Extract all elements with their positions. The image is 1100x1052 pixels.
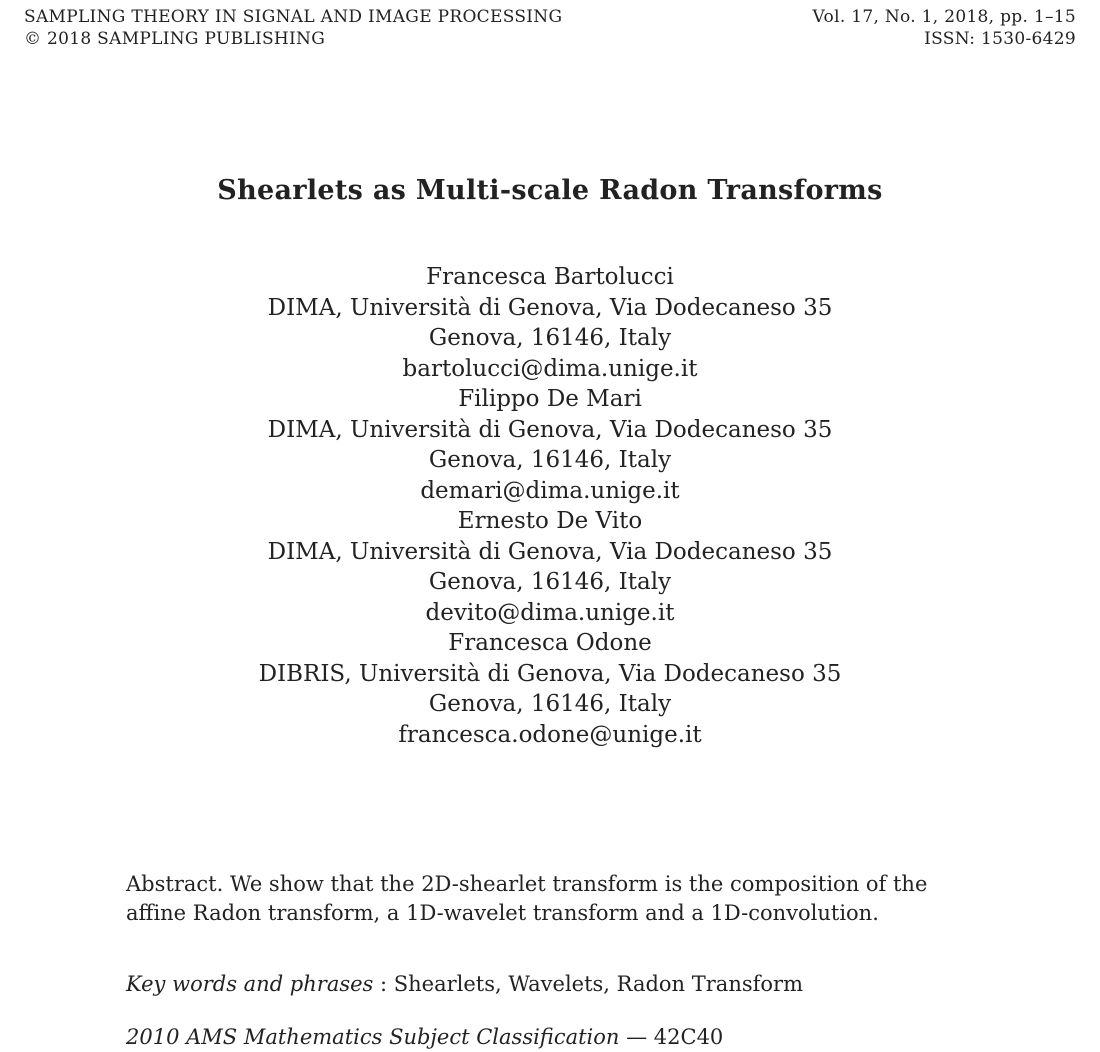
issn: ISSN: 1530-6429	[924, 29, 1076, 49]
ams-classification	[126, 1023, 986, 1052]
author-email: francesca.odone@unige.it	[398, 721, 702, 748]
author-name: Ernesto De Vito	[457, 508, 643, 534]
ams-code: 42C40	[653, 1025, 724, 1049]
author-name: Francesca Bartolucci	[426, 264, 674, 290]
keywords	[126, 970, 986, 999]
author-block	[0, 506, 1100, 628]
author-block	[0, 262, 1100, 384]
abstract	[126, 870, 986, 928]
author-city: Genova, 16146, Italy	[428, 691, 672, 717]
journal-name: SAMPLING THEORY IN SIGNAL AND IMAGE PROCESSING	[24, 7, 563, 27]
author-city: Genova, 16146, Italy	[428, 325, 672, 351]
abstract-label: Abstract.	[126, 872, 224, 896]
author-affiliation: DIMA, Università di Genova, Via Dodecaneso 35	[267, 538, 833, 565]
ams-label: 2010 AMS Mathematics Subject Classification	[126, 1025, 620, 1049]
keywords-separator: :	[373, 972, 394, 996]
paper-title: Shearlets as Multi-scale Radon Transforms	[217, 175, 883, 206]
author-block	[0, 384, 1100, 506]
author-block	[0, 628, 1100, 750]
running-header	[24, 6, 1076, 50]
ams-separator: —	[619, 1025, 654, 1049]
author-name: Filippo De Mari	[458, 386, 642, 412]
volume-info: Vol. 17, No. 1, 2018, pp. 1–15	[812, 7, 1076, 27]
author-city: Genova, 16146, Italy	[428, 447, 672, 473]
keywords-text: Shearlets, Wavelets, Radon Transform	[393, 972, 803, 996]
author-name: Francesca Odone	[448, 630, 652, 656]
author-affiliation: DIBRIS, Università di Genova, Via Dodecaneso 35	[258, 660, 842, 687]
author-city: Genova, 16146, Italy	[428, 569, 672, 595]
abstract-text: We show that the 2D-shearlet transform is the composition of the affine Radon transform, a 1D-wavelet transform and a 1D-convolution.	[126, 872, 928, 925]
author-email: bartolucci@dima.unige.it	[402, 355, 698, 382]
author-email: demari@dima.unige.it	[420, 477, 680, 504]
author-email: devito@dima.unige.it	[425, 599, 675, 626]
copyright-notice: © 2018 SAMPLING PUBLISHING	[24, 29, 326, 49]
author-affiliation: DIMA, Università di Genova, Via Dodecaneso 35	[267, 416, 833, 443]
author-affiliation: DIMA, Università di Genova, Via Dodecaneso 35	[267, 294, 833, 321]
author-list	[0, 262, 1100, 750]
keywords-label: Key words and phrases	[126, 972, 374, 996]
